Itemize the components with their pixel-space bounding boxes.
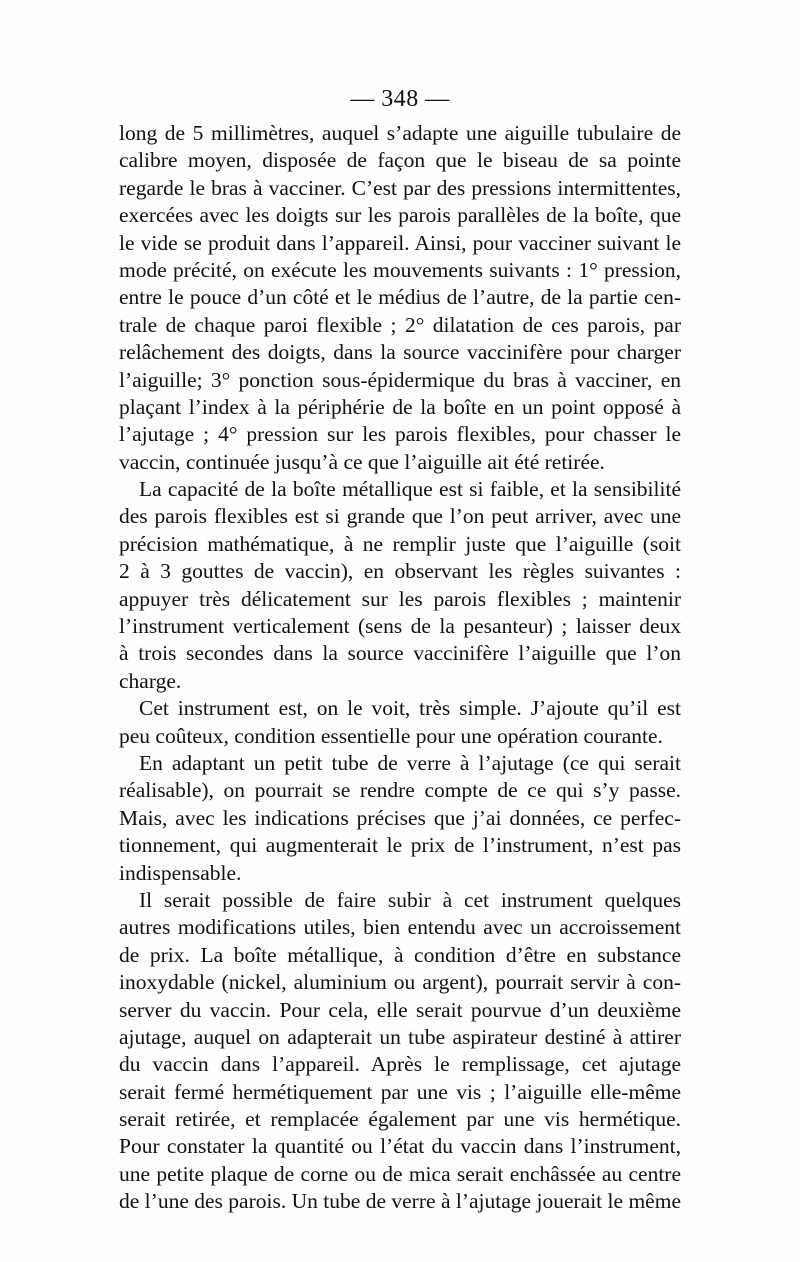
text-line: de l’une des parois. Un tube de verre à l’ajutage jouerait le même bbox=[119, 1189, 681, 1214]
text-line: trale de chaque paroi flexible ; 2° dilatation de ces parois, par bbox=[119, 312, 681, 337]
text-line: serait fermé hermétiquement par une vis ; l’aiguille elle-même bbox=[119, 1079, 681, 1104]
text-line: l’instrument verticalement (sens de la pesanteur) ; laisser deux bbox=[119, 614, 681, 639]
text-line: La capacité de la boîte métallique est si faible, et la sensibilité bbox=[139, 477, 681, 502]
text-line: autres modifications utiles, bien entendu avec un accroissement bbox=[119, 915, 681, 940]
text-line: Mais, avec les indications précises que j’ai données, ce perfec- bbox=[119, 805, 681, 830]
text-line: l’aiguille; 3° ponction sous-épidermique du bras à vacciner, en bbox=[119, 367, 681, 392]
body-text bbox=[119, 120, 681, 1216]
text-line: le vide se produit dans l’appareil. Ainsi, pour vacciner suivant le bbox=[119, 230, 681, 255]
text-line: charge. bbox=[119, 668, 182, 693]
text-line: 2 à 3 gouttes de vaccin), en observant les règles suivantes : bbox=[119, 559, 681, 584]
text-line: du vaccin dans l’appareil. Après le remplissage, cet ajutage bbox=[119, 1052, 681, 1077]
text-line: réalisable), on pourrait se rendre compte de ce qui s’y passe. bbox=[119, 778, 681, 803]
text-line: relâchement des doigts, dans la source vaccinifère pour charger bbox=[119, 340, 681, 365]
text-line: indispensable. bbox=[119, 860, 242, 885]
text-line: Cet instrument est, on le voit, très simple. J’ajoute qu’il est bbox=[139, 696, 681, 721]
text-line: calibre moyen, disposée de façon que le biseau de sa pointe bbox=[119, 148, 681, 173]
text-line: de prix. La boîte métallique, à condition d’être en substance bbox=[119, 942, 681, 967]
text-line: regarde le bras à vacciner. C’est par des pressions intermittentes, bbox=[119, 175, 681, 200]
text-line: à trois secondes dans la source vaccinifère l’aiguille que l’on bbox=[119, 641, 681, 666]
text-line: Pour constater la quantité ou l’état du vaccin dans l’instrument, bbox=[119, 1134, 681, 1159]
text-line: inoxydable (nickel, aluminium ou argent), pourrait servir à con- bbox=[119, 970, 681, 995]
text-line: entre le pouce d’un côté et le médius de l’autre, de la partie cen- bbox=[119, 285, 681, 310]
text-line: Il serait possible de faire subir à cet instrument quelques bbox=[139, 887, 681, 912]
text-line: server du vaccin. Pour cela, elle serait pourvue d’un deuxième bbox=[119, 997, 681, 1022]
text-line: En adaptant un petit tube de verre à l’ajutage (ce qui serait bbox=[139, 750, 681, 775]
text-line: des parois flexibles est si grande que l’on peut arriver, avec une bbox=[119, 504, 681, 529]
text-line: plaçant l’index à la périphérie de la boîte en un point opposé à bbox=[119, 394, 681, 419]
text-line: vaccin, continuée jusqu’à ce que l’aiguille ait été retirée. bbox=[119, 449, 605, 474]
text-line: l’ajutage ; 4° pression sur les parois flexibles, pour chasser le bbox=[119, 422, 681, 447]
text-line: peu coûteux, condition essentielle pour une opération courante. bbox=[119, 723, 663, 748]
text-line: serait retirée, et remplacée également par une vis hermétique. bbox=[119, 1107, 681, 1132]
text-line: une petite plaque de corne ou de mica serait enchâssée au centre bbox=[119, 1161, 681, 1186]
text-line: appuyer très délicatement sur les parois flexibles ; maintenir bbox=[119, 586, 681, 611]
text-line: tionnement, qui augmenterait le prix de l’instrument, n’est pas bbox=[119, 833, 681, 858]
text-line: long de 5 millimètres, auquel s’adapte une aiguille tubulaire de bbox=[119, 121, 681, 145]
text-line: ajutage, auquel on adapterait un tube aspirateur destiné à attirer bbox=[119, 1024, 681, 1049]
text-line: mode précité, on exécute les mouvements suivants : 1° pression, bbox=[119, 257, 681, 282]
page-number: — 348 — bbox=[350, 86, 450, 112]
text-line: précision mathématique, à ne remplir juste que l’aiguille (soit bbox=[119, 531, 681, 556]
text-line: exercées avec les doigts sur les parois parallèles de la boîte, que bbox=[119, 203, 681, 228]
